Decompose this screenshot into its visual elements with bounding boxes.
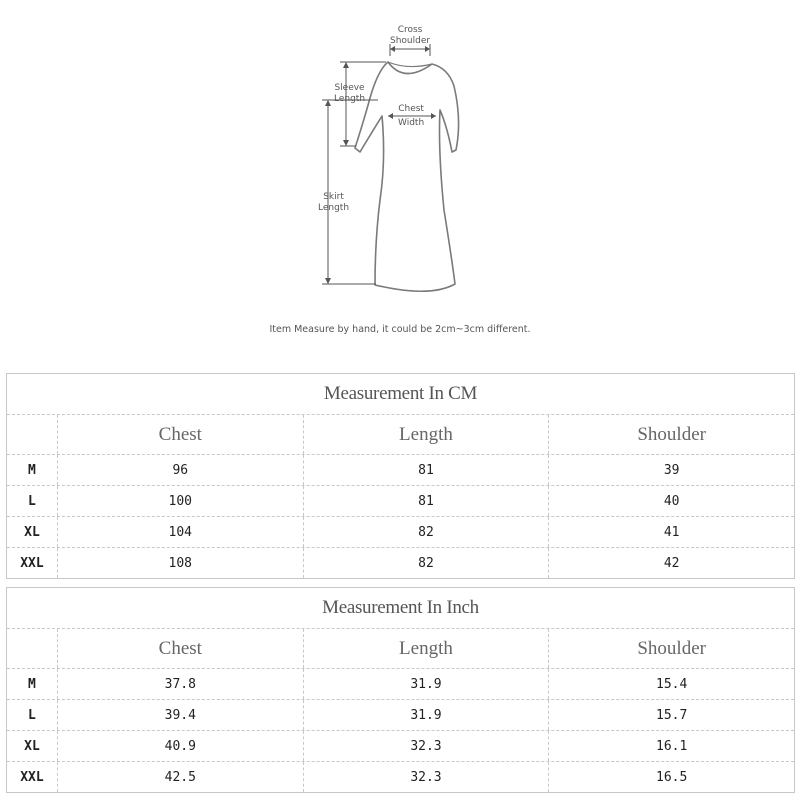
chest-cell: 42.5 <box>58 762 304 792</box>
size-header-cell <box>7 629 58 668</box>
size-cell: XXL <box>7 548 58 578</box>
length-cell: 81 <box>304 486 550 516</box>
shoulder-header: Shoulder <box>637 423 706 445</box>
cross-shoulder-label: Cross Shoulder <box>390 25 431 46</box>
chest-cell: 39.4 <box>58 700 304 730</box>
shoulder-cell: 15.4 <box>656 676 688 692</box>
shoulder-cell: 41 <box>663 524 680 540</box>
shoulder-cell: 16.1 <box>656 738 688 754</box>
size-diagram <box>0 0 800 350</box>
shoulder-cell: 39 <box>663 462 680 478</box>
shoulder-header: Shoulder <box>637 637 706 659</box>
size-cell: XXL <box>7 762 58 792</box>
chest-cell: 108 <box>58 548 304 578</box>
length-header: Length <box>304 415 550 454</box>
size-cell: XL <box>7 731 58 761</box>
length-cell: 82 <box>304 517 550 547</box>
table-row <box>7 517 794 548</box>
table-header-row <box>7 415 794 455</box>
length-cell: 32.3 <box>304 731 550 761</box>
chest-cell: 96 <box>58 455 304 485</box>
length-header: Length <box>304 629 550 668</box>
table-row <box>7 669 794 700</box>
chest-header: Chest <box>58 629 304 668</box>
length-cell: 82 <box>304 548 550 578</box>
table-row <box>7 486 794 517</box>
chest-cell: 100 <box>58 486 304 516</box>
table-row <box>7 762 794 792</box>
length-cell: 31.9 <box>304 700 550 730</box>
table-title: Measurement In CM <box>7 374 794 415</box>
chest-width-label: Chest Width <box>398 104 425 128</box>
shoulder-cell: 40 <box>663 493 680 509</box>
shoulder-cell: 42 <box>663 555 680 571</box>
size-cell: L <box>7 700 58 730</box>
chest-cell: 40.9 <box>58 731 304 761</box>
size-cell: XL <box>7 517 58 547</box>
chest-cell: 37.8 <box>58 669 304 699</box>
table-row <box>7 548 794 578</box>
shoulder-cell: 16.5 <box>656 769 688 785</box>
chest-cell: 104 <box>58 517 304 547</box>
table-row <box>7 455 794 486</box>
shoulder-cell: 15.7 <box>656 707 688 723</box>
skirt-length-label: Skirt Length <box>318 192 350 213</box>
measurement-table-cm <box>6 373 795 579</box>
measurement-table-inch <box>6 587 795 793</box>
dress-outline-illustration <box>0 0 800 340</box>
size-cell: M <box>7 455 58 485</box>
length-cell: 32.3 <box>304 762 550 792</box>
table-row <box>7 700 794 731</box>
size-header-cell <box>7 415 58 454</box>
table-row <box>7 731 794 762</box>
length-cell: 81 <box>304 455 550 485</box>
chest-header: Chest <box>58 415 304 454</box>
size-cell: L <box>7 486 58 516</box>
length-cell: 31.9 <box>304 669 550 699</box>
table-header-row <box>7 629 794 669</box>
size-cell: M <box>7 669 58 699</box>
measurement-note: Item Measure by hand, it could be 2cm~3cm different. <box>269 324 531 335</box>
table-title: Measurement In Inch <box>7 588 794 629</box>
sleeve-length-label: Sleeve Length <box>334 83 366 104</box>
